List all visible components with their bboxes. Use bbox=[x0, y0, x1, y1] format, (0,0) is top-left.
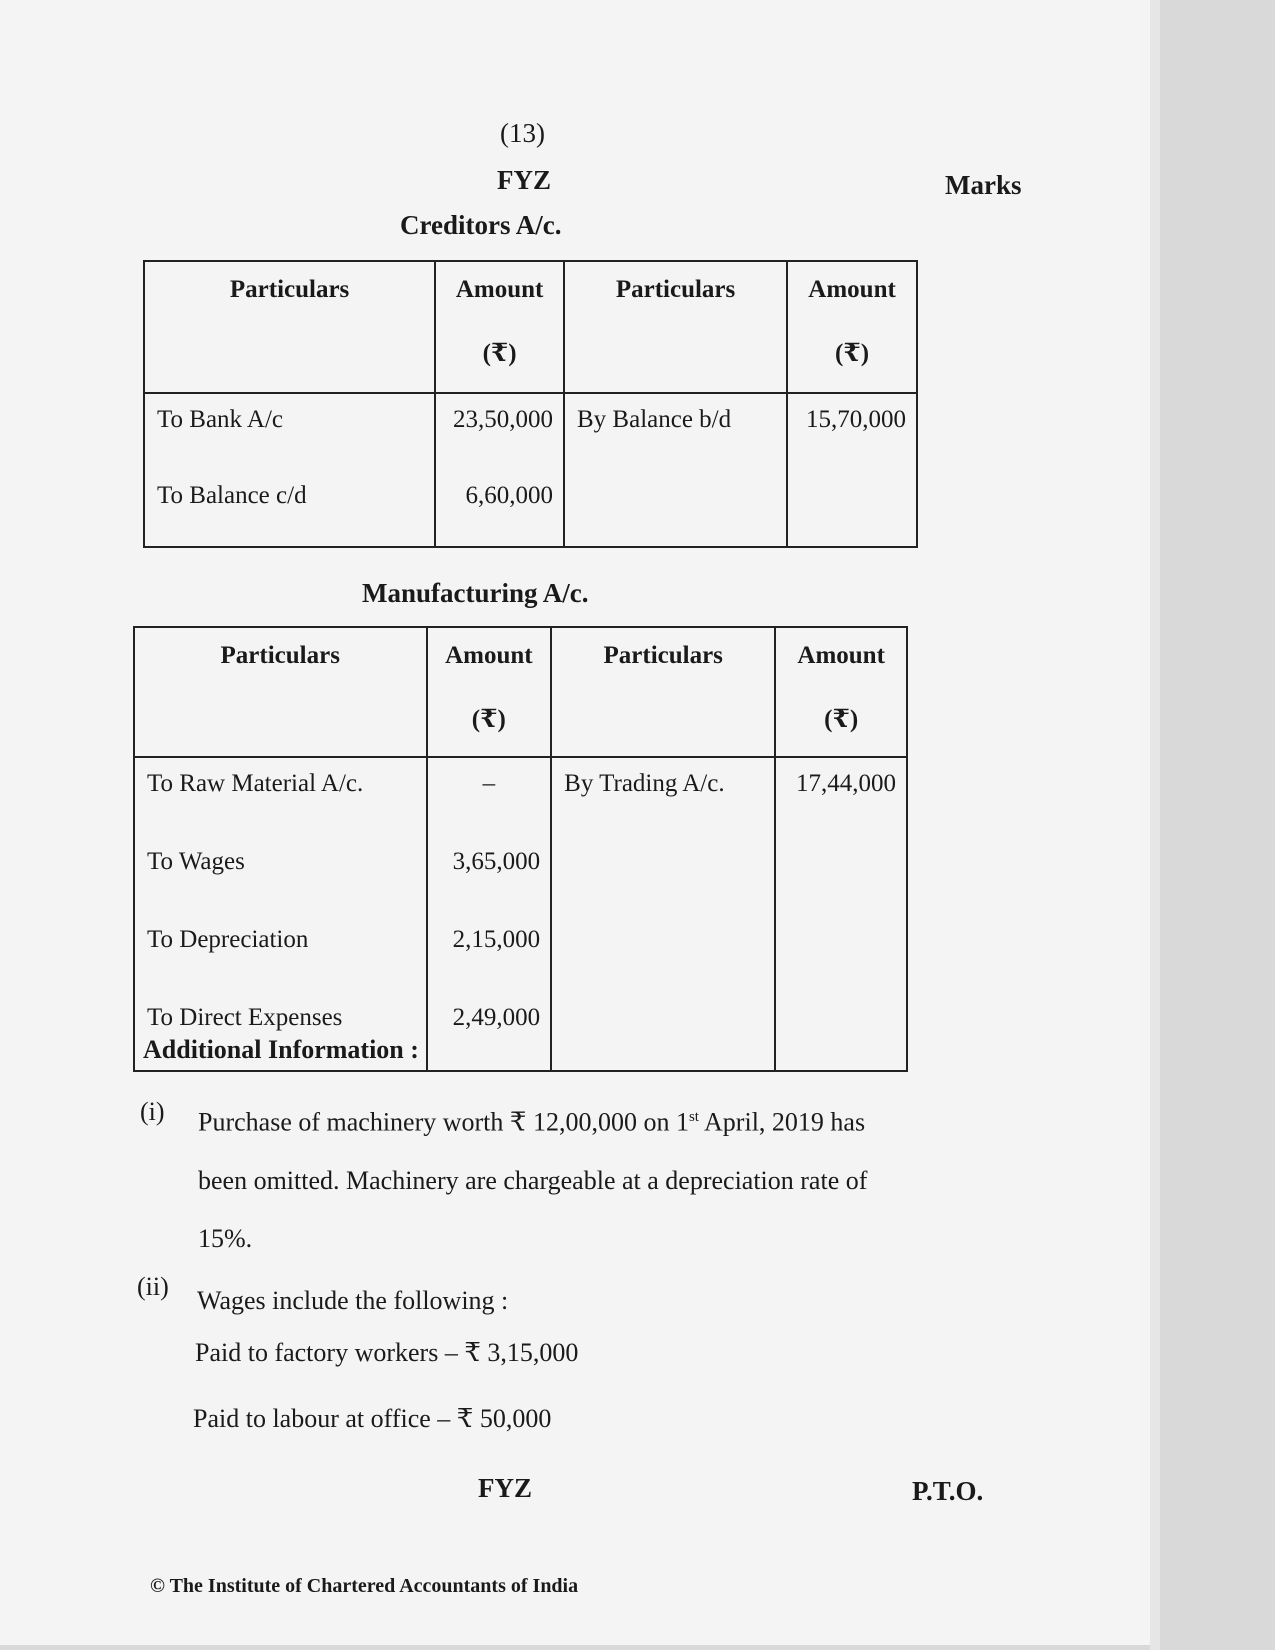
pto-label: P.T.O. bbox=[912, 1476, 984, 1506]
credit-amount: 15,70,000 bbox=[787, 393, 917, 470]
ordinal-superscript: st bbox=[688, 1109, 699, 1125]
table-row bbox=[134, 757, 907, 836]
credit-amount bbox=[787, 470, 917, 547]
header-particulars-right: Particulars bbox=[551, 627, 775, 757]
additional-information-heading: Additional Information : bbox=[143, 1035, 419, 1064]
table-row bbox=[134, 836, 907, 914]
table-header-row bbox=[134, 627, 907, 757]
manufacturing-account-title: Manufacturing A/c. bbox=[362, 578, 589, 608]
debit-particulars: To Bank A/c bbox=[144, 393, 435, 470]
credit-particulars bbox=[551, 836, 775, 914]
credit-particulars: By Balance b/d bbox=[564, 393, 787, 470]
credit-amount bbox=[775, 992, 907, 1071]
debit-amount: 3,65,000 bbox=[427, 836, 552, 914]
item-i-numeral: (i) bbox=[140, 1097, 165, 1126]
table-header-row bbox=[144, 261, 917, 393]
table-row bbox=[144, 470, 917, 547]
credit-particulars bbox=[564, 470, 787, 547]
paid-factory-workers: Paid to factory workers – ₹ 3,15,000 bbox=[195, 1338, 579, 1367]
paid-office-labour: Paid to labour at office – ₹ 50,000 bbox=[193, 1404, 552, 1433]
debit-amount: 2,49,000 bbox=[427, 992, 552, 1071]
header-particulars-right: Particulars bbox=[564, 261, 787, 393]
debit-particulars: To Raw Material A/c. bbox=[134, 757, 427, 836]
creditors-account-title: Creditors A/c. bbox=[400, 210, 562, 240]
item-ii-numeral: (ii) bbox=[137, 1272, 169, 1301]
paper-code-bottom: FYZ bbox=[478, 1473, 532, 1503]
paper-code-top: FYZ bbox=[497, 165, 551, 195]
credit-amount bbox=[775, 914, 907, 992]
header-particulars-left: Particulars bbox=[144, 261, 435, 393]
debit-amount: 2,15,000 bbox=[427, 914, 552, 992]
debit-amount: – bbox=[427, 757, 552, 836]
page-number: (13) bbox=[500, 118, 545, 148]
creditors-account-table bbox=[143, 260, 918, 548]
credit-particulars bbox=[551, 992, 775, 1071]
item-ii-text: Wages include the following : bbox=[197, 1286, 509, 1315]
table-row bbox=[134, 914, 907, 992]
manufacturing-account-table bbox=[133, 626, 908, 1072]
debit-particulars: To Wages bbox=[134, 836, 427, 914]
debit-particulars: To Depreciation bbox=[134, 914, 427, 992]
header-particulars-left: Particulars bbox=[134, 627, 427, 757]
credit-particulars: By Trading A/c. bbox=[551, 757, 775, 836]
header-amount-right: Amount (₹) bbox=[787, 261, 917, 393]
page-edge bbox=[1150, 0, 1160, 1650]
header-amount-left: Amount (₹) bbox=[427, 627, 552, 757]
copyright-notice: © The Institute of Chartered Accountants of India bbox=[150, 1575, 579, 1597]
debit-amount: 23,50,000 bbox=[435, 393, 564, 470]
marks-label: Marks bbox=[945, 170, 1022, 200]
debit-particulars: To Balance c/d bbox=[144, 470, 435, 547]
credit-amount: 17,44,000 bbox=[775, 757, 907, 836]
table-row bbox=[144, 393, 917, 470]
credit-amount bbox=[775, 836, 907, 914]
credit-particulars bbox=[551, 914, 775, 992]
header-amount-left: Amount (₹) bbox=[435, 261, 564, 393]
item-i-text: Purchase of machinery worth ₹ 12,00,000 on 1st April, 2019 has been omitted. Machinery are chargeable at a depreciation rate of 15%. bbox=[198, 1107, 868, 1253]
header-amount-right: Amount (₹) bbox=[775, 627, 907, 757]
debit-particulars: To Direct Expenses bbox=[134, 992, 427, 1071]
debit-amount: 6,60,000 bbox=[435, 470, 564, 547]
